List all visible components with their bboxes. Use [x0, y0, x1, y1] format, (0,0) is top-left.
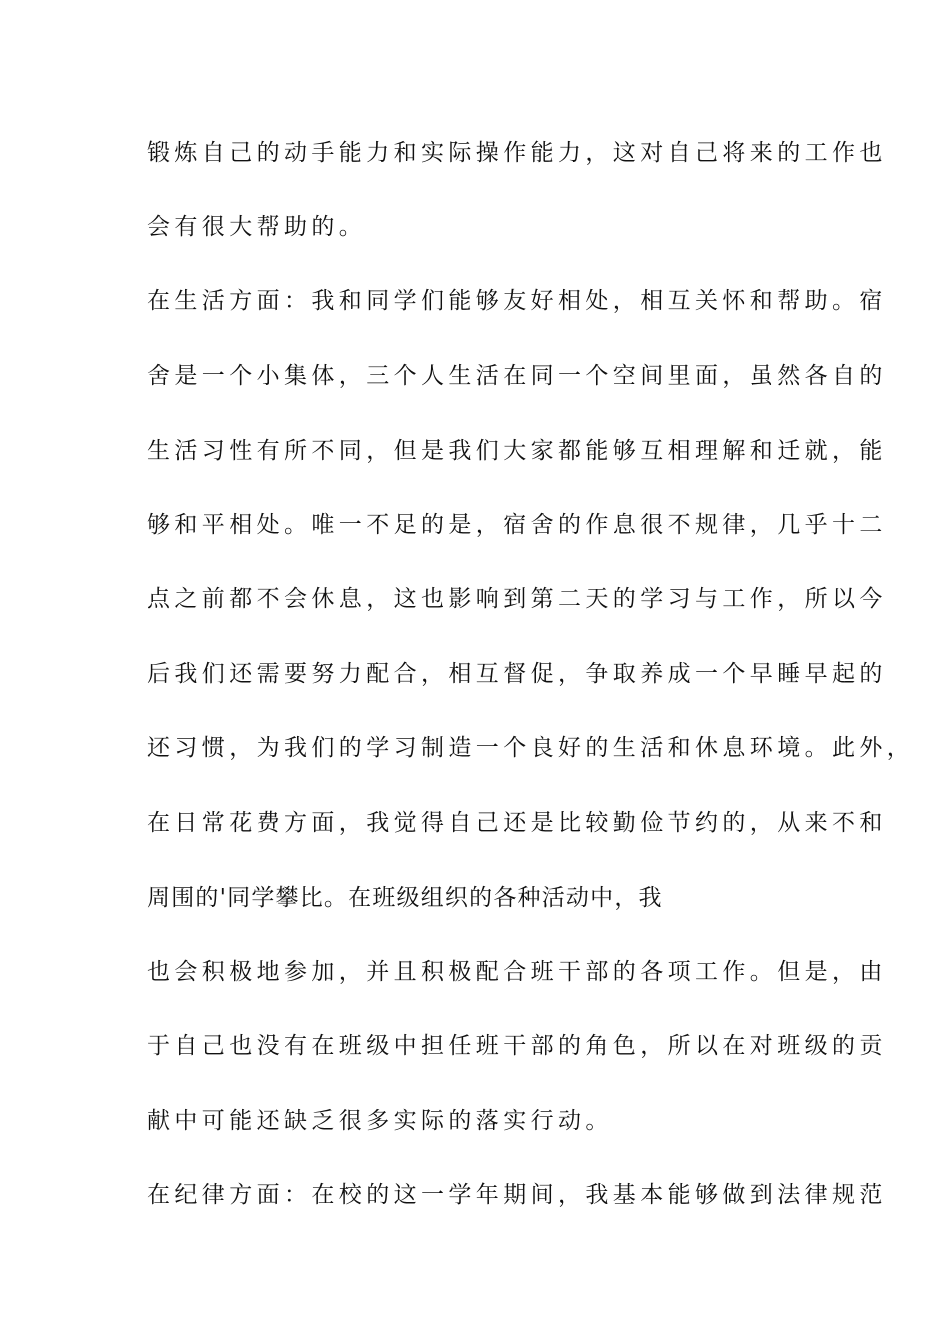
text-line: 周围的'同学攀比。在班级组织的各种活动中，我 — [147, 885, 663, 911]
text-line: 后我们还需要努力配合，相互督促，争取养成一个早睡早起的 — [147, 661, 887, 687]
text-line: 锻炼自己的动手能力和实际操作能力，这对自己将来的工作也 — [147, 140, 887, 166]
text-line: 生活习性有所不同，但是我们大家都能够互相理解和迁就，能 — [147, 438, 887, 464]
text-line: 会有很大帮助的。 — [147, 214, 367, 240]
text-line: 点之前都不会休息，这也影响到第二天的学习与工作，所以今 — [147, 586, 887, 612]
text-line: 献中可能还缺乏很多实际的落实行动。 — [147, 1108, 613, 1134]
text-line: 在纪律方面：在校的这一学年期间，我基本能够做到法律规范 — [147, 1182, 887, 1208]
text-line: 在日常花费方面，我觉得自己还是比较勤俭节约的，从来不和 — [147, 810, 887, 836]
text-line: 也会积极地参加，并且积极配合班干部的各项工作。但是，由 — [147, 959, 887, 985]
text-line: 还习惯，为我们的学习制造一个良好的生活和休息环境。此外， — [147, 735, 915, 761]
text-line: 在生活方面：我和同学们能够友好相处，相互关怀和帮助。宿 — [147, 288, 887, 314]
text-line: 够和平相处。唯一不足的是，宿舍的作息很不规律，几乎十二 — [147, 512, 887, 538]
text-line: 于自己也没有在班级中担任班干部的角色，所以在对班级的贡 — [147, 1033, 887, 1059]
text-line: 舍是一个小集体，三个人生活在同一个空间里面，虽然各自的 — [147, 363, 887, 389]
